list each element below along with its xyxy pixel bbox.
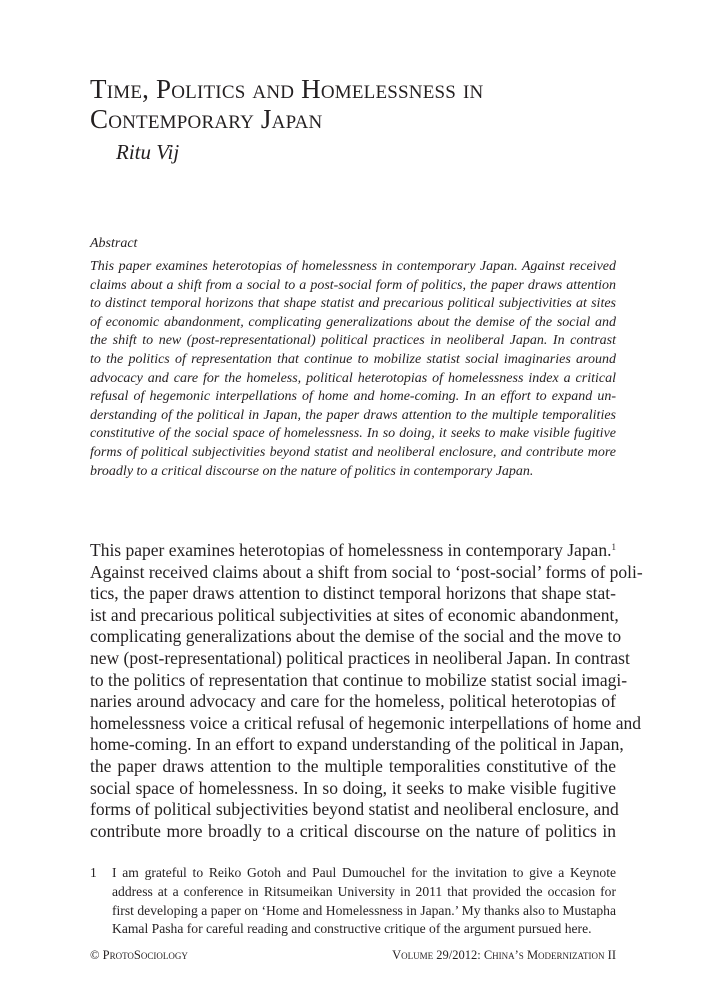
text-line: new (post-representational) political practices in neoliberal Japan. In contrast xyxy=(90,647,630,668)
text-line: derstanding of the political in Japan, the paper draws attention to the multiple temporalities xyxy=(90,407,616,423)
text-line: advocacy and care for the homeless, political heterotopias of homelessness index a critical xyxy=(90,370,616,386)
text-line: This paper examines heterotopias of homelessness in contemporary Japan. Against received xyxy=(90,259,616,274)
text-line: contribute more broadly to a critical discourse on the nature of politics in xyxy=(90,820,616,841)
text-line: broadly to a critical discourse on the nature of politics in contemporary Japan. xyxy=(90,463,534,479)
text-line: Kamal Pasha for careful reading and constructive critique of the argument pursued here. xyxy=(112,921,592,937)
text-line: to distinct temporal horizons that shape statist and precarious political subjectivities at sites xyxy=(90,296,616,312)
text-line: refusal of hegemonic interpellations of home and home-coming. In an effort to expand un- xyxy=(90,389,616,405)
footnote-number: 1 xyxy=(90,865,97,880)
title-line: Time, Politics and Homelessness in xyxy=(90,74,484,104)
text-line: complicating generalizations about the demise of the social and the move to xyxy=(90,626,622,647)
text-line: address at a conference in Ritsumeikan University in 2011 that provided the occasion for xyxy=(112,883,616,899)
text-line: first developing a paper on ‘Home and Homelessness in Japan.’ My thanks also to Mustapha xyxy=(112,902,616,918)
abstract-label: Abstract xyxy=(90,236,138,251)
text-line: the paper draws attention to the multiple temporalities constitutive of the xyxy=(90,755,616,776)
body-line xyxy=(90,540,616,562)
text-line: I am grateful to Reiko Gotoh and Paul Dumouchel for the invitation to give a Keynote xyxy=(112,865,616,880)
title-line: Contemporary Japan xyxy=(90,104,323,134)
footnote xyxy=(90,864,616,939)
text-line: ist and precarious political subjectivities at sites of economic abandonment, xyxy=(90,604,619,625)
footer-publisher: © ProtoSociology xyxy=(90,948,188,962)
text-line: homelessness voice a critical refusal of hegemonic interpellations of home and xyxy=(90,712,642,733)
footer-volume: Volume 29/2012: China’s Modernization II xyxy=(392,948,616,962)
text-line: naries around advocacy and care for the homeless, political heterotopias of xyxy=(90,691,616,712)
text-line: of economic abandonment, complicating generalizations about the demise of the social and xyxy=(90,314,616,330)
abstract-text xyxy=(90,258,616,481)
text-line: claims about a shift from a social to a post-social form of politics, the paper draws attention xyxy=(90,277,616,293)
text-line: constitutive of the social space of homelessness. In so doing, it seeks to make visible fugitive xyxy=(90,426,616,442)
author-name: Ritu Vij xyxy=(116,140,180,164)
text-line: forms of political subjectivities beyond statist and neoliberal enclosure, and xyxy=(90,799,619,820)
text-line: forms of political subjectivities beyond statist and neoliberal enclosure, and contribute more xyxy=(90,444,616,460)
text-line: to the politics of representation that continue to mobilize statist social imaginaries around xyxy=(90,351,616,367)
text-line: tics, the paper draws attention to distinct temporal horizons that shape stat- xyxy=(90,583,616,604)
text-line: the shift to new (post-representational) political practices in neoliberal Japan. In contrast xyxy=(90,333,616,349)
footnote-ref[interactable]: 1 xyxy=(611,542,616,552)
paper-title xyxy=(90,74,483,134)
body-first-line: This paper examines heterotopias of homelessness in contemporary Japan. xyxy=(90,540,612,560)
text-line: social space of homelessness. In so doing, it seeks to make visible fugitive xyxy=(90,777,616,798)
text-line: Against received claims about a shift from social to ‘post-social’ forms of poli- xyxy=(90,561,643,582)
text-line: home-coming. In an effort to expand understanding of the political in Japan, xyxy=(90,734,624,755)
body-text xyxy=(90,540,643,842)
text-line: to the politics of representation that continue to mobilize statist social imagi- xyxy=(90,669,628,690)
